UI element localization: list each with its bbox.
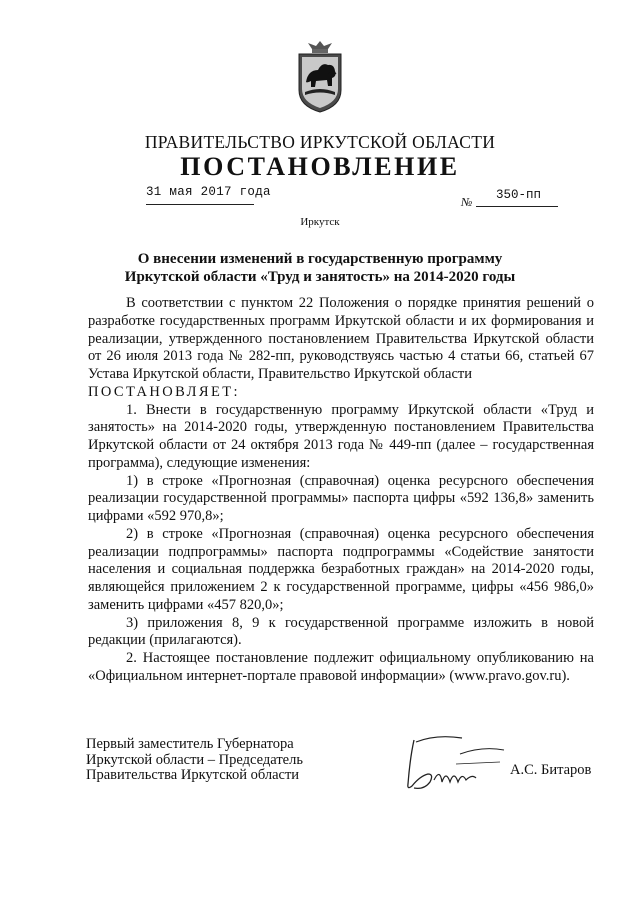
decree-word: ПОСТАНОВЛЯЕТ: <box>88 383 240 400</box>
government-name: ПРАВИТЕЛЬСТВО ИРКУТСКОЙ ОБЛАСТИ <box>144 132 496 152</box>
handwritten-signature-icon <box>396 728 508 798</box>
title-line-1: О внесении изменений в государственную программу <box>137 251 503 267</box>
irkutsk-coat-of-arms-icon <box>296 40 344 114</box>
signer-name: А.С. Битаров <box>510 762 592 778</box>
item-1-paragraph: 1. Внести в государственную программу Иркутской области «Труд и занятость» на 2014-2020 годы, утвержденную постановлением Правительства Иркутской области от 24 октября 2013 года № 449-пп (далее – государственная программа), следующие изменения: <box>88 401 594 471</box>
date-underline <box>146 204 254 205</box>
document-body <box>88 295 594 686</box>
document-title <box>110 250 530 286</box>
number-underline <box>476 206 558 207</box>
document-type: ПОСТАНОВЛЕНИЕ <box>180 152 460 181</box>
position-line-2: Иркутской области – Председатель <box>86 751 303 768</box>
preamble-paragraph: В соответствии с пунктом 22 Положения о порядке принятия решений о разработке государственных программ Иркутской области и их формирования и реализации, утвержденного постановлением Правительства Иркутской области от 26 июля 2013 года № 282-пп, руководствуясь частью 4 статьи 66, статьей 67 Устава Иркутской области, Правительство Иркутской области <box>88 295 594 382</box>
title-line-2: Иркутской области «Труд и занятость» на 2014-2020 годы <box>124 269 516 285</box>
sub-item-3-paragraph: 3) приложения 8, 9 к государственной программе изложить в новой редакции (прилагаются). <box>88 614 594 649</box>
position-line-3: Правительства Иркутской области <box>86 767 300 783</box>
sub-item-2-paragraph: 2) в строке «Прогнозная (справочная) оценка ресурсного обеспечения реализации подпрограммы» паспорта подпрограммы «Содействие занятости населения и социальная поддержка безработных граждан» на 2014-2020 годы, являющейся приложением 2 к государственной программе, цифры «456 986,0» заменить цифрами «457 820,0»; <box>88 525 594 613</box>
position-line-1: Первый заместитель Губернатора <box>86 736 294 752</box>
item-2-paragraph: 2. Настоящее постановление подлежит официальному опубликованию на «Официальном интернет-портале правовой информации» (www.pravo.gov.ru). <box>88 650 594 684</box>
sub-item-1-paragraph: 1) в строке «Прогнозная (справочная) оценка ресурсного обеспечения реализации государственной программы» паспорта цифры «592 136,8» заменить цифрами «592 970,8»; <box>88 472 594 524</box>
document-date: 31 мая 2017 года <box>146 185 271 199</box>
number-sign: № <box>461 195 473 209</box>
city-name: Иркутск <box>300 216 340 228</box>
document-number: 350-пп <box>496 188 542 202</box>
signer-position <box>86 737 303 784</box>
